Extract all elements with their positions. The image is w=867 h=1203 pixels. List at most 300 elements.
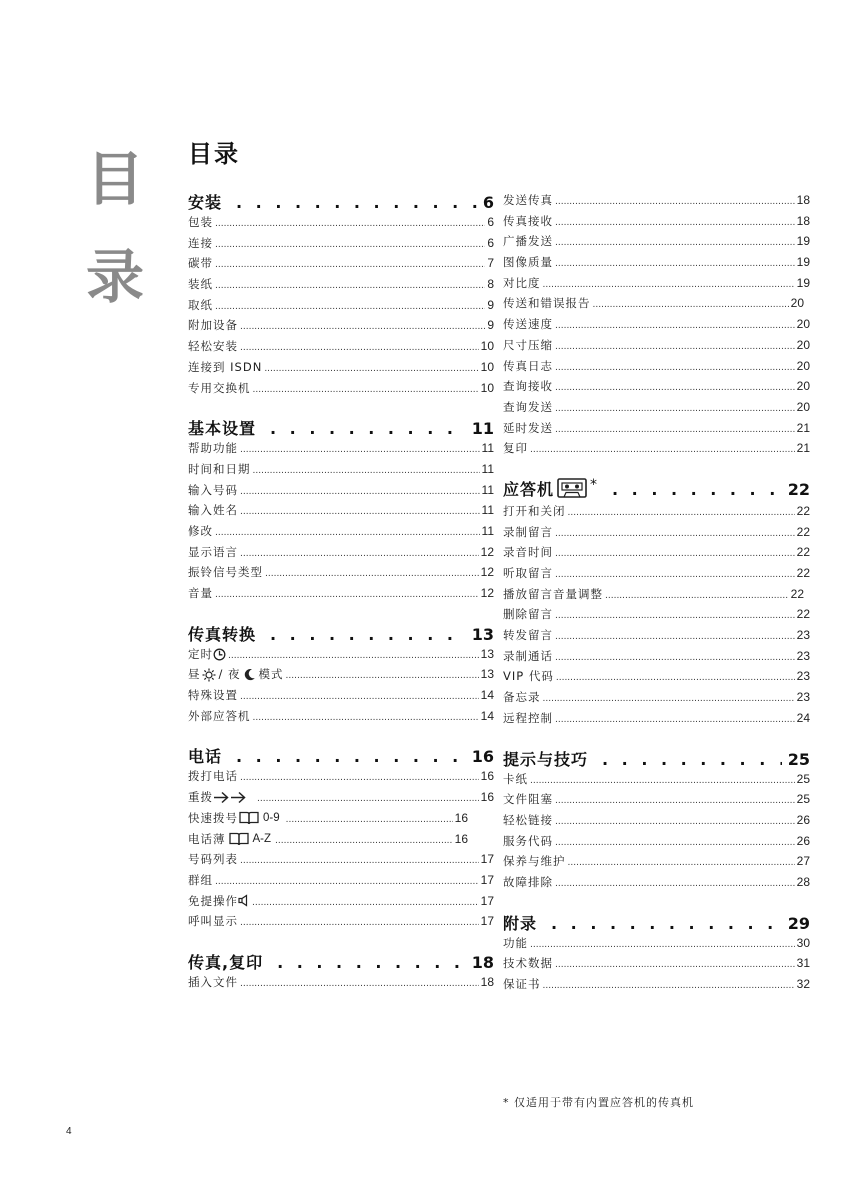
toc-entry[interactable]	[188, 870, 494, 891]
toc-section-telephone	[188, 744, 494, 932]
section-page: 22	[787, 479, 810, 499]
leader-dots	[257, 789, 479, 810]
entry-label: 转发留言	[503, 628, 553, 643]
toc-entry[interactable]	[503, 769, 810, 790]
leader-dots	[556, 668, 795, 689]
toc-entry[interactable]	[188, 891, 494, 912]
entry-label: 输入号码	[188, 482, 238, 497]
entry-page: 30	[796, 935, 810, 950]
section-page: 6	[482, 193, 494, 212]
entry-page: 13	[480, 646, 494, 661]
leader-dots	[253, 380, 479, 401]
speaker-icon	[238, 894, 250, 907]
spacer	[188, 932, 494, 950]
toc-entry[interactable]	[503, 708, 810, 729]
toc-entry[interactable]	[188, 438, 494, 459]
toc-section-installation	[188, 190, 494, 398]
toc-entry[interactable]	[503, 397, 810, 418]
toc-entry[interactable]	[188, 315, 494, 336]
toc-entry[interactable]	[188, 542, 494, 563]
entry-page: 32	[796, 977, 810, 991]
entry-page: 20	[790, 296, 804, 311]
leader-dots	[253, 461, 480, 482]
toc-entry[interactable]	[503, 190, 810, 211]
entry-label: 备忘录	[503, 690, 541, 705]
redial-arrows-icon	[213, 791, 247, 804]
entry-label: 呼叫显示	[188, 914, 238, 929]
entry-label: 重拨	[188, 790, 213, 805]
leader-dots	[215, 214, 485, 235]
toc-entry[interactable]	[188, 664, 494, 685]
toc-entry[interactable]	[503, 293, 810, 314]
section-title: 传真转换	[188, 624, 257, 644]
entry-label: 复印	[503, 441, 528, 456]
leader-dots	[555, 233, 795, 254]
toc-entry[interactable]	[503, 314, 810, 335]
entry-page: 14	[480, 688, 494, 703]
toc-entry[interactable]	[188, 849, 494, 870]
entry-page: 11	[481, 503, 494, 518]
leader-dots	[240, 913, 479, 934]
toc-entry[interactable]	[188, 357, 494, 378]
toc-section-appendix	[503, 911, 810, 995]
toc-entry[interactable]	[188, 459, 494, 480]
entry-page: 24	[796, 710, 810, 725]
leader-dots	[555, 420, 795, 441]
section-heading[interactable]	[188, 622, 494, 644]
side-title-char: 录	[85, 243, 144, 311]
spacer	[503, 459, 810, 477]
entry-page: 27	[796, 854, 810, 869]
leader-dots	[555, 316, 795, 337]
entry-page: 10	[480, 339, 494, 354]
side-title	[80, 130, 150, 326]
leader-dots	[612, 480, 782, 499]
entry-label: 故障排除	[503, 874, 553, 889]
entry-label: 振铃信号类型	[188, 565, 263, 580]
entry-label: 图像质量	[503, 255, 553, 270]
leader-dots	[286, 666, 479, 687]
entry-label: 装纸	[188, 277, 213, 292]
entry-page: 20	[796, 317, 810, 332]
spacer	[188, 604, 494, 622]
entry-label: 服务代码	[503, 833, 553, 848]
entry-label: 外部应答机	[188, 708, 251, 723]
toc-entry[interactable]	[188, 911, 494, 932]
leader-dots	[277, 953, 466, 972]
toc-entry[interactable]	[503, 604, 810, 625]
entry-page: 21	[796, 420, 810, 435]
entry-page: 18	[796, 213, 810, 228]
entry-label: 连接到 ISDN	[188, 359, 263, 374]
entry-page: 21	[796, 441, 810, 456]
entry-page: 13	[480, 667, 494, 682]
toc-entry[interactable]	[503, 810, 810, 831]
moon-icon	[244, 668, 256, 681]
section-heading[interactable]	[188, 744, 494, 766]
entry-label: 音量	[188, 586, 213, 600]
entry-label: / 夜	[218, 667, 241, 682]
entry-suffix: A-Z	[252, 832, 272, 845]
entry-suffix: 0-9	[263, 811, 280, 824]
entry-label: 保养与维护	[503, 854, 566, 869]
section-heading[interactable]	[188, 950, 494, 972]
toc-section-fax-switch	[188, 622, 494, 727]
leader-dots	[568, 853, 795, 874]
footnote: * 仅适用于带有内置应答机的传真机	[503, 1096, 694, 1109]
toc-entry[interactable]	[503, 933, 810, 954]
entry-label: 群组	[188, 872, 213, 887]
entry-label: 包装	[188, 215, 213, 229]
entry-page: 22	[796, 503, 810, 518]
leader-dots	[543, 689, 795, 710]
entry-page: 20	[796, 379, 810, 394]
toc-entry[interactable]	[188, 787, 494, 808]
toc-entry[interactable]	[188, 336, 494, 357]
entry-page: 22	[796, 607, 810, 622]
entry-label: 输入姓名	[188, 503, 238, 518]
toc-entry[interactable]	[188, 766, 494, 787]
toc-entry[interactable]	[188, 212, 494, 233]
entry-label: 传真接收	[503, 213, 553, 228]
page-number: 4	[66, 1126, 72, 1137]
leader-dots	[270, 419, 466, 438]
leader-dots	[236, 193, 477, 212]
entry-page: 23	[796, 648, 810, 663]
leader-dots	[270, 625, 466, 644]
entry-label: 附加设备	[188, 318, 238, 333]
toc-entry[interactable]	[503, 273, 810, 294]
toc-entry[interactable]	[503, 646, 810, 667]
entry-page: 19	[796, 234, 810, 249]
section-page: 25	[787, 749, 810, 769]
toc-entry[interactable]	[188, 295, 494, 316]
toc-entry[interactable]	[503, 687, 810, 708]
side-title-char: 目	[85, 145, 144, 213]
entry-page: 12	[480, 586, 494, 600]
toc-entry[interactable]	[503, 522, 810, 543]
entry-label: 轻松安装	[188, 339, 238, 354]
toc-entry[interactable]	[503, 584, 810, 605]
toc-entry[interactable]	[503, 501, 810, 522]
entry-page: 18	[796, 193, 810, 207]
leader-dots	[555, 337, 795, 358]
entry-page: 6	[487, 235, 494, 250]
entry-label: 修改	[188, 523, 213, 538]
leader-dots	[286, 810, 453, 831]
toc-entry[interactable]	[503, 872, 810, 893]
entry-page: 19	[796, 255, 810, 270]
leader-dots	[593, 295, 789, 316]
entry-page: 10	[480, 380, 494, 395]
entry-page: 20	[796, 358, 810, 373]
section-heading[interactable]	[188, 190, 494, 212]
entry-label: 碳带	[188, 256, 213, 271]
entry-label: 录音时间	[503, 545, 553, 560]
toc-entry[interactable]	[503, 563, 810, 584]
leader-dots	[240, 440, 480, 461]
entry-label: 连接	[188, 235, 213, 250]
toc-entry[interactable]	[503, 542, 810, 563]
toc-entry[interactable]	[503, 252, 810, 273]
toc-entry[interactable]	[503, 953, 810, 974]
entry-page: 22	[796, 524, 810, 539]
leader-dots	[555, 874, 795, 895]
entry-label: 传真日志	[503, 358, 553, 373]
leader-dots	[215, 235, 485, 256]
spacer	[188, 726, 494, 744]
leader-dots	[543, 275, 795, 296]
section-page: 11	[471, 419, 494, 439]
entry-label: 播放留言音量调整	[503, 586, 603, 601]
entry-page: 22	[796, 566, 810, 580]
section-heading[interactable]	[188, 416, 494, 438]
entry-label: 帮助功能	[188, 441, 238, 456]
toc-entry[interactable]	[188, 808, 494, 829]
entry-page: 26	[796, 833, 810, 848]
leader-dots	[240, 687, 479, 708]
book-icon	[229, 832, 249, 846]
leader-dots	[530, 935, 795, 956]
entry-page: 22	[796, 545, 810, 560]
entry-page: 16	[454, 810, 468, 825]
leader-dots	[215, 255, 485, 276]
leader-dots	[215, 276, 485, 297]
spacer	[188, 398, 494, 416]
section-page: 18	[471, 952, 494, 972]
entry-label: 取纸	[188, 297, 213, 312]
sun-icon	[202, 668, 216, 682]
leader-dots	[240, 768, 479, 789]
entry-label: 查询接收	[503, 379, 553, 394]
leader-dots	[253, 708, 479, 729]
leader-dots	[555, 606, 795, 627]
entry-label: 发送传真	[503, 193, 553, 207]
leader-dots	[240, 338, 479, 359]
entry-label: 轻松链接	[503, 812, 553, 827]
section-heading[interactable]	[503, 911, 810, 933]
toc-entry[interactable]	[188, 685, 494, 706]
leader-dots	[555, 812, 795, 833]
leader-dots	[228, 646, 479, 667]
toc-entry[interactable]	[503, 418, 810, 439]
section-title: 附录	[503, 913, 538, 933]
leader-dots	[555, 254, 795, 275]
toc-section-tips	[503, 747, 810, 893]
entry-page: 11	[481, 461, 494, 476]
leader-dots	[215, 585, 479, 606]
section-title: 传真,复印	[188, 952, 264, 972]
entry-label: 文件阻塞	[503, 792, 553, 807]
section-title: 基本设置	[188, 419, 257, 439]
toc-entry[interactable]	[188, 829, 494, 850]
toc-entry[interactable]	[188, 500, 494, 521]
toc-section-fax-copy	[188, 950, 494, 993]
entry-label: 录制通话	[503, 648, 553, 663]
entry-label: 显示语言	[188, 544, 238, 559]
toc-entry[interactable]	[188, 274, 494, 295]
leader-dots	[605, 586, 789, 607]
entry-label: 尺寸压缩	[503, 337, 553, 352]
spacer	[503, 729, 810, 747]
entry-page: 14	[480, 708, 494, 723]
clock-icon	[213, 648, 226, 661]
entry-page: 6	[487, 215, 494, 229]
entry-page: 17	[480, 914, 494, 929]
entry-page: 17	[480, 872, 494, 887]
leader-dots	[215, 872, 479, 893]
toc-entry[interactable]	[188, 583, 494, 604]
leader-dots	[240, 544, 479, 565]
leader-dots	[264, 359, 478, 380]
toc-entry[interactable]	[503, 231, 810, 252]
toc-section-basic-settings	[188, 416, 494, 604]
entry-label: VIP 代码	[503, 669, 554, 684]
entry-page: 25	[796, 771, 810, 786]
section-page: 13	[471, 624, 494, 644]
leader-dots	[555, 192, 795, 213]
leader-dots	[530, 440, 795, 461]
leader-dots	[602, 750, 782, 769]
entry-label: 插入文件	[188, 974, 238, 989]
entry-label: 查询发送	[503, 399, 553, 414]
toc-entry[interactable]	[503, 438, 810, 459]
entry-label: 专用交换机	[188, 380, 251, 395]
entry-page: 20	[796, 337, 810, 352]
entry-label: 对比度	[503, 275, 541, 290]
toc-entry[interactable]	[188, 378, 494, 399]
leader-dots	[555, 791, 795, 812]
entry-label: 快速拨号	[188, 810, 238, 825]
toc-entry[interactable]	[188, 562, 494, 583]
entry-label: 删除留言	[503, 607, 553, 622]
leader-dots	[555, 955, 795, 976]
section-title: 安装	[188, 193, 223, 212]
toc-entry[interactable]	[188, 233, 494, 254]
leader-dots	[236, 747, 466, 766]
section-heading[interactable]	[503, 477, 810, 501]
entry-label: 延时发送	[503, 420, 553, 435]
toc-entry[interactable]	[503, 666, 810, 687]
leader-dots	[215, 297, 485, 318]
entry-page: 8	[487, 277, 494, 292]
leader-dots	[252, 893, 479, 914]
page-title: 目录	[188, 140, 240, 168]
toc-left-column	[188, 190, 494, 993]
toc-entry[interactable]	[503, 851, 810, 872]
toc-entry[interactable]	[503, 974, 810, 995]
entry-label: 打开和关闭	[503, 503, 566, 518]
leader-dots	[555, 565, 795, 586]
leader-dots	[265, 564, 479, 585]
entry-page: 11	[481, 441, 494, 456]
leader-dots	[555, 399, 795, 420]
entry-label: 广播发送	[503, 234, 553, 249]
toc-entry[interactable]	[503, 831, 810, 852]
toc-entry[interactable]	[503, 211, 810, 232]
entry-label: 听取留言	[503, 566, 553, 580]
spacer	[503, 893, 810, 911]
entry-page: 19	[796, 275, 810, 290]
entry-label: 模式	[258, 667, 284, 682]
entry-label: 号码列表	[188, 852, 238, 867]
entry-label: 传送速度	[503, 317, 553, 332]
leader-dots	[555, 544, 795, 565]
leader-dots	[555, 524, 795, 545]
toc-entry[interactable]	[503, 625, 810, 646]
entry-page: 17	[480, 893, 494, 908]
entry-page: 17	[480, 852, 494, 867]
entry-page: 23	[796, 628, 810, 643]
leader-dots	[275, 831, 453, 852]
toc-entry[interactable]	[503, 356, 810, 377]
entry-page: 16	[480, 769, 494, 784]
book-icon	[239, 811, 259, 825]
entry-label: 传送和错误报告	[503, 296, 591, 311]
entry-page: 31	[796, 956, 810, 971]
toc-entry[interactable]	[188, 706, 494, 727]
leader-dots	[240, 502, 480, 523]
leader-dots	[555, 833, 795, 854]
entry-page: 25	[796, 792, 810, 807]
section-title: 电话	[188, 747, 223, 767]
leader-dots	[240, 974, 479, 995]
toc-entry[interactable]	[503, 789, 810, 810]
entry-label: 电话薄	[188, 831, 226, 846]
entry-label: 免提操作	[188, 893, 238, 908]
entry-page: 11	[481, 482, 494, 497]
toc-entry[interactable]	[188, 253, 494, 274]
entry-page: 7	[487, 256, 494, 271]
cassette-icon	[557, 478, 587, 498]
toc-entry[interactable]	[188, 521, 494, 542]
entry-label: 定时	[188, 646, 213, 661]
toc-entry[interactable]	[188, 972, 494, 993]
section-title: 提示与技巧	[503, 749, 589, 769]
entry-label: 技术数据	[503, 956, 553, 971]
entry-page: 12	[480, 544, 494, 559]
entry-page: 9	[487, 318, 494, 333]
toc-entry[interactable]	[503, 376, 810, 397]
leader-dots	[555, 358, 795, 379]
entry-label: 特殊设置	[188, 688, 238, 703]
entry-page: 22	[790, 586, 804, 601]
toc-section-fax-continued	[503, 190, 810, 459]
section-heading[interactable]	[503, 747, 810, 769]
toc-entry[interactable]	[503, 335, 810, 356]
leader-dots	[240, 317, 485, 338]
leader-dots	[551, 914, 782, 933]
section-page: 16	[471, 747, 494, 767]
toc-entry[interactable]	[188, 644, 494, 665]
entry-page: 23	[796, 690, 810, 705]
entry-label: 保证书	[503, 977, 541, 991]
entry-page: 26	[796, 812, 810, 827]
entry-label: 拨打电话	[188, 769, 238, 784]
entry-page: 10	[480, 359, 494, 374]
entry-page: 11	[481, 523, 494, 538]
entry-label: 时间和日期	[188, 461, 251, 476]
toc-right-column	[503, 190, 810, 995]
entry-label: 功能	[503, 935, 528, 950]
toc-entry[interactable]	[188, 480, 494, 501]
entry-page: 28	[796, 874, 810, 889]
entry-label: 远程控制	[503, 710, 553, 725]
leader-dots	[555, 213, 795, 234]
footnote-star: *	[590, 476, 599, 493]
entry-page: 20	[796, 399, 810, 414]
leader-dots	[215, 523, 480, 544]
